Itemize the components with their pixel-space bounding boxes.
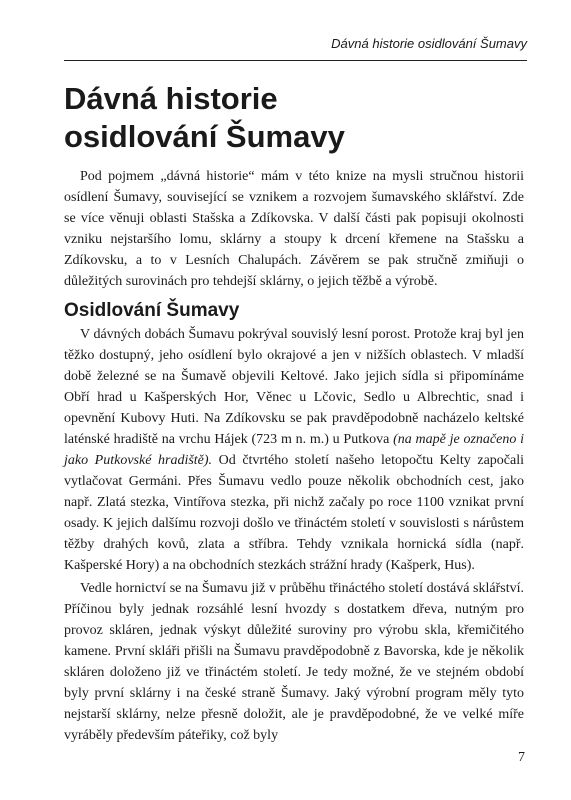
page-number: 7 — [518, 750, 525, 765]
paragraph-1-italic-note: (na mapě je označeno i jako Putkovské hradiště). — [64, 432, 524, 468]
page-title-line-2: osidlování Šumavy — [64, 119, 345, 154]
paragraph-1-text-b: Od čtvrtého století našeho letopočtu Kelty započali vytlačovat Germáni. Přes Šumavu vedlo pouze několik obchodních cest, jako např. Zlatá stezka, Vintířova stezka, při nichž začaly po roce 1100 vznikat první osady. K jejich dalšímu rozvoji došlo ve třináctém století v souvislosti s nárůstem těžby drahých kovů, zlata a stříbra. Tehdy vznikala hornická sídla (např. Kašperské Hory) a na obchodních stezkách strážní hrady (Kašperk, Hus). — [64, 453, 524, 573]
paragraph-1-text-a: V dávných dobách Šumavu pokrýval souvislý lesní porost. Protože kraj byl jen těžko dostupný, jeho osídlení bylo okrajové a jen v nižších oblastech. V mladší době železné se na Šumavě objevili Keltové. Jako jejich sídla si připomínáme Obří hrad u Kašperských Hor, Věnec u Lčovic, Sedlo u Albrechtic, snad i opevnění Kubovy Huti. Na Zdíkovsku se pak pravděpodobně nacházelo keltské laténské hradiště na vrchu Hájek (723 m n. m.) u Putkova — [64, 327, 524, 447]
section-paragraph-2: Vedle hornictví se na Šumavu již v průběhu třináctého století dostává sklářství. Příčinou byly jednak rozsáhlé lesní hvozdy s dostatkem dřeva, nutným pro provoz skláren, jednak výskyt důležité suroviny pro výrobu skla, křemičitého kamene. První skláři přišli na Šumavu pravděpodobně z Bavorska, kde je několik skláren doloženo již ve třináctém století. Je tedy možné, že ve stejném období byly první sklárny i na české straně Šumavy. Jaký výrobní program měly tyto nejstarší sklárny, nelze přesně doložit, ale je pravděpodobné, že ve velké míře vyráběly především páteřiky, což byly — [64, 581, 524, 743]
section-heading: Osidlování Šumavy — [64, 300, 240, 321]
header-divider — [64, 60, 527, 61]
page-title-line-1: Dávná historie — [64, 81, 278, 116]
running-header: Dávná historie osidlování Šumavy — [331, 36, 527, 51]
page-title — [64, 80, 504, 156]
section-paragraph-1 — [64, 324, 524, 576]
intro-paragraph: Pod pojmem „dávná historie“ mám v této knize na mysli stručnou historii osídlení Šumavy, související se vznikem a rozvojem šumavského sklářství. Zde se více věnuji oblasti Stašska a Zdíkovska. V další části pak popisuji okolnosti vzniku nejstaršího lomu, sklárny a stoupy k drcení křemene na Stašsku a Zdíkovsku, a to v Lesních Chalupách. Závěrem se pak stručně zmiňuji o důležitých surovinách pro tehdejší sklárny, o jejich těžbě a výrobě. — [64, 169, 524, 289]
